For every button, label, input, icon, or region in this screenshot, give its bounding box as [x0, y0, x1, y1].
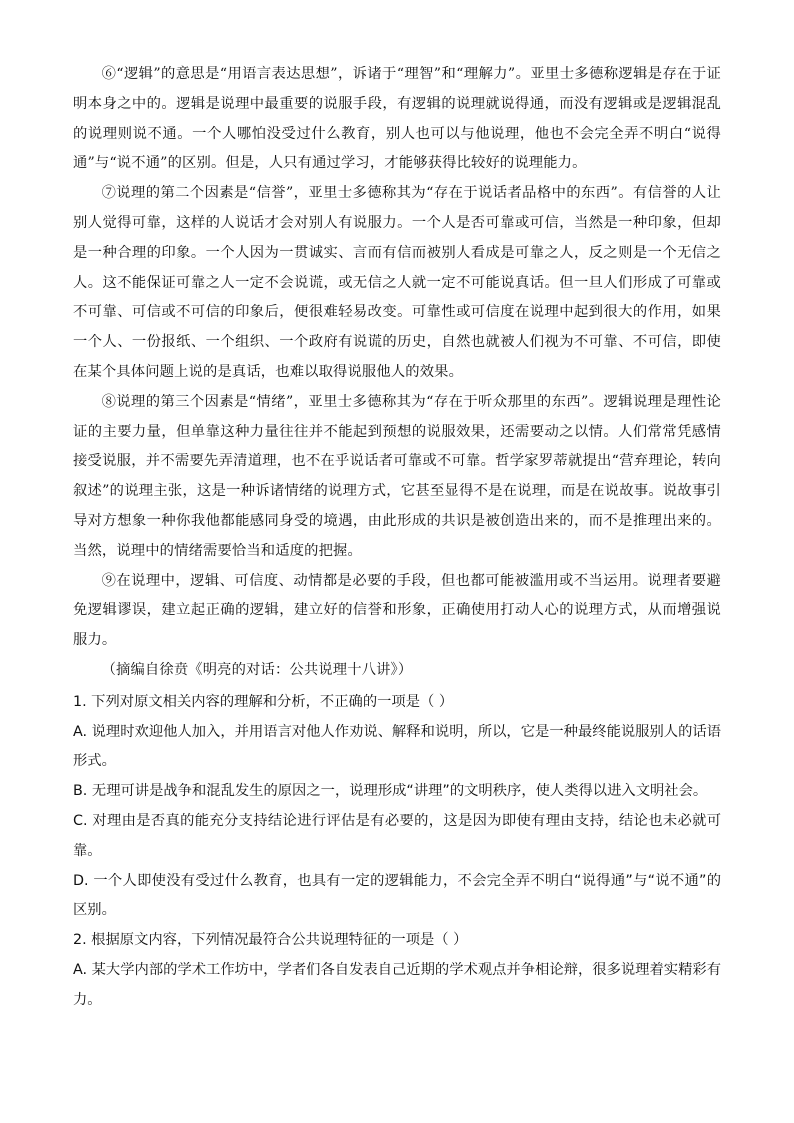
question-stem: 1. 下列对原文相关内容的理解和分析，不正确的一项是（ ）	[73, 693, 454, 710]
paragraph-8: ⑧说理的第三个因素是“情绪”，亚里士多德称其为“存在于听众那里的东西”。逻辑说理是理性论证的主要力量，但单靠这种力量往往并不能起到预想的说服效果，还需要动之以情。人们常常凭感情接受说服，并不需要先弄清道理，也不在乎说话者可靠或不可靠。哲学家罗蒂就提出“营弃理论，转向叙述”的说理主张，这是一种诉诸情绪的说理方式，它甚至显得不是在说理，而是在说故事。说故事引导对方想象一种你我他都能感同身受的境遇，由此形成的共识是被创造出来的，而不是推理出来的。当然，说理中的情绪需要恰当和适度的把握。	[73, 393, 721, 559]
question-1	[73, 688, 721, 926]
option-a: A. 说理时欢迎他人加入，并用语言对他人作劝说、解释和说明，所以，它是一种最终能说服别人的话语形式。	[73, 723, 721, 770]
question-stem: 2. 根据原文内容，下列情况最符合公共说理特征的一项是（ ）	[73, 932, 468, 949]
question-list	[73, 688, 721, 1016]
option-b: B. 无理可讲是战争和混乱发生的原因之一，说理形成“讲理”的文明秩序，使人类得以进入文明社会。	[73, 783, 708, 800]
option-a: A. 某大学内部的学术工作坊中，学者们各自发表自己近期的学术观点并争相论辩，很多说理着实精彩有力。	[73, 961, 721, 1008]
source-citation: （摘编自徐贲《明亮的对话：公共说理十八讲》）	[101, 661, 413, 678]
paragraph-6: ⑥“逻辑”的意思是“用语言表达思想”，诉诸于“理智”和“理解力”。亚里士多德称逻辑是存在于证明本身之中的。逻辑是说理中最重要的说服手段，有逻辑的说理就说得通，而没有逻辑或是逻辑混乱的说理则说不通。一个人哪怕没受过什么教育，别人也可以与他说理，他也不会完全弄不明白“说得通”与“说不通”的区别。但是，人只有通过学习，才能够获得比较好的说理能力。	[73, 66, 721, 172]
option-c: C. 对理由是否真的能充分支持结论进行评估是有必要的，这是因为即使有理由支持，结论也未必就可靠。	[73, 812, 721, 859]
paragraph-9: ⑨在说理中，逻辑、可信度、动情都是必要的手段，但也都可能被滥用或不当运用。说理者要避免逻辑谬误，建立起正确的逻辑，建立好的信誉和形象，正确使用打动人心的说理方式，从而增强说服力。	[73, 572, 721, 649]
option-d: D. 一个人即使没有受过什么教育，也具有一定的逻辑能力，不会完全弄不明白“说得通”与“说不通”的区别。	[73, 872, 721, 919]
paragraph-7: ⑦说理的第二个因素是“信誉”，亚里士多德称其为“存在于说话者品格中的东西”。有信誉的人让别人觉得可靠，这样的人说话才会对别人有说服力。一个人是否可靠或可信，当然是一种印象，但却是一种合理的印象。一个人因为一贯诚实、言而有信而被别人看成是可靠之人，反之则是一个无信之人。这不能保证可靠之人一定不会说谎，或无信之人就一定不可能说真话。但一旦人们形成了可靠或不可靠、可信或不可信的印象后，便很难轻易改变。可靠性或可信度在说理中起到很大的作用，如果一个人、一份报纸、一个组织、一个政府有说谎的历史，自然也就被人们视为不可靠、不可信，即使在某个具体问题上说的是真话，也难以取得说服他人的效果。	[73, 185, 721, 380]
document-page	[73, 60, 721, 1016]
question-2	[73, 926, 721, 1015]
reading-passage	[73, 60, 721, 686]
